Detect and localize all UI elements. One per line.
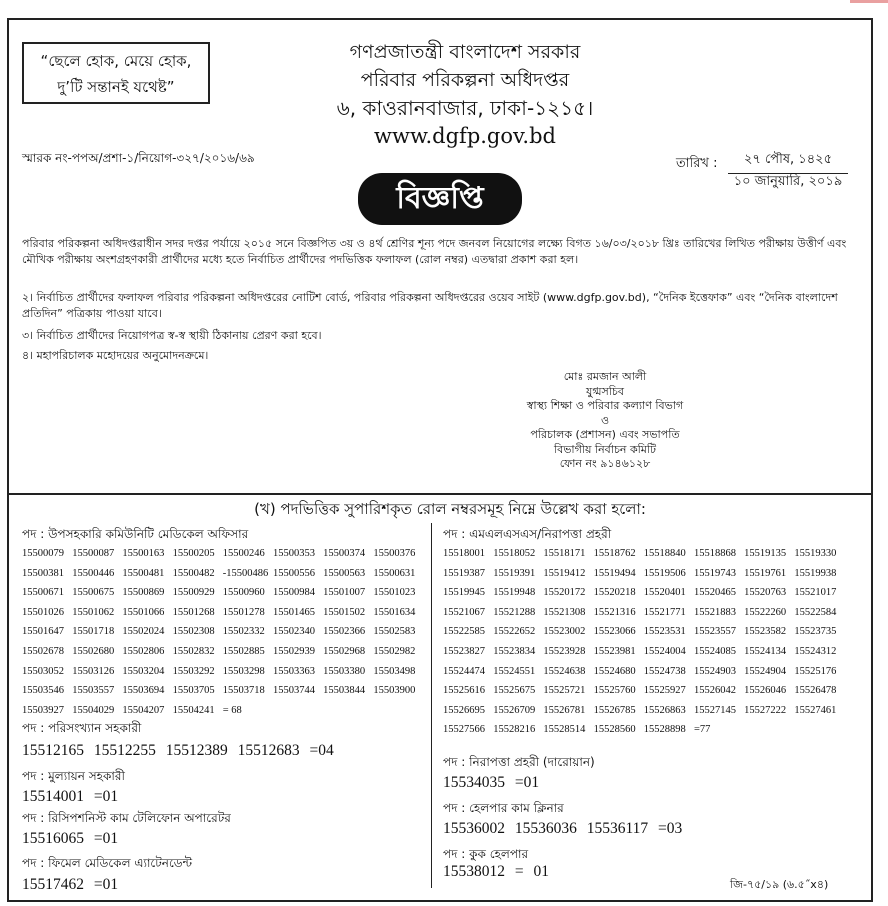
roll-number: 15519412 [543, 567, 586, 579]
roll-number: 15518868 [693, 548, 736, 559]
roll-number: 15523557 [693, 626, 736, 638]
roll-row [443, 548, 845, 568]
roll-number: 15500374 [323, 548, 366, 559]
roll-number: 15518001 [443, 548, 485, 559]
header-department: পরিবার পরিকল্পনা অধিদপ্তর [360, 69, 570, 91]
roll-number: 15501023 [373, 587, 416, 599]
roll-number: 15501465 [272, 606, 315, 618]
roll-number: 15501278 [222, 606, 265, 618]
roll-number: 15519387 [443, 567, 485, 579]
roll-number: 15500631 [373, 567, 416, 579]
roll-number: 15527566 [443, 724, 485, 736]
signatory-name: মোঃ রমজান আলী [563, 370, 647, 383]
roll-number: 15501026 [22, 606, 64, 618]
header-address: ৬, কাওরানবাজার, ঢাকা-১২১৫। [336, 96, 594, 120]
roll-number: 15500079 [22, 548, 64, 559]
right-rolls-3: 15536002 15536036 15536117 =03 [443, 820, 683, 837]
roll-row [22, 607, 424, 627]
roll-number: 15500563 [323, 567, 366, 579]
roll-number: 15501718 [72, 626, 115, 638]
roll-number: 15501007 [323, 587, 366, 599]
roll-number: 15500353 [272, 548, 315, 559]
roll-number: 15526781 [543, 704, 586, 716]
roll-number: 15524312 [794, 645, 837, 657]
left-rolls-4: 15516065 =01 [22, 830, 119, 847]
signatory-and: ও [600, 413, 610, 427]
roll-row [443, 568, 845, 588]
roll-number: 15500376 [373, 548, 416, 559]
roll-number: 15504207 [122, 704, 165, 716]
roll-number: 15500163 [122, 548, 165, 559]
roll-number: 15524551 [493, 665, 536, 677]
signatory-role: পরিচালক (প্রশাসন) এবং সভাপতি [530, 428, 680, 441]
roll-row [443, 705, 845, 725]
roll-number: 15520401 [643, 587, 686, 599]
roll-number: 15501066 [122, 606, 165, 618]
roll-number: 15519945 [443, 587, 485, 599]
roll-row [22, 548, 424, 568]
roll-number: 15501062 [72, 606, 115, 618]
roll-number: 15504241 [172, 704, 215, 716]
roll-number: 15519494 [593, 567, 636, 579]
roll-number: 15500929 [172, 587, 215, 599]
roll-number: 15519948 [493, 587, 536, 599]
roll-row [443, 626, 845, 646]
roll-number: 15501634 [373, 606, 416, 618]
roll-row [443, 724, 845, 744]
roll-number: 15523531 [643, 626, 686, 638]
roll-row [22, 666, 424, 686]
roll-number: 15528560 [593, 724, 636, 736]
roll-number: 15500556 [272, 567, 315, 579]
roll-number: 15522652 [493, 626, 536, 638]
roll-number: 15526695 [443, 704, 485, 716]
roll-number: 15522585 [443, 626, 485, 638]
slogan-line-1: “ছেলে হোক, মেয়ে হোক, [40, 52, 192, 70]
roll-number: =77 [693, 724, 711, 736]
date-english: ১০ জানুয়ারি, ২০১৯ [733, 174, 843, 189]
left-rolls-3: 15514001 =01 [22, 788, 119, 805]
roll-number: 15503705 [172, 685, 215, 697]
roll-number: 15502806 [122, 645, 165, 657]
roll-number: 15501268 [172, 606, 215, 618]
roll-number: 15523582 [744, 626, 787, 638]
roll-number: 15500482 [172, 567, 215, 579]
left-rolls-5: 15517462 =01 [22, 876, 119, 893]
roll-number: 15500087 [72, 548, 115, 559]
roll-number: 15520218 [593, 587, 636, 599]
roll-number: 15503204 [122, 665, 165, 677]
roll-number: 15524738 [643, 665, 686, 677]
roll-number: 15500869 [122, 587, 165, 599]
roll-number: 15519391 [493, 567, 536, 579]
roll-number: 15524004 [643, 645, 686, 657]
notice-title-badge: বিজ্ঞপ্তি [358, 173, 522, 225]
paragraph-2: ২। নির্বাচিত প্রার্থীদের ফলাফল পরিবার পরিকল্পনা অধিদপ্তরের নোটিশ বোর্ড, পরিবার পরিকল্পনা অধিদপ্তরের ওয়েব সাইট (www.dgfp.gov.bd), “দৈনিক ইত্তেফাক” এবং “দৈনিক বাংলাদেশ প্রতিদিন” পত্রিকায় পাওয়া যাবে। [22, 291, 838, 320]
roll-number: 15525927 [643, 685, 686, 697]
roll-row [443, 666, 845, 686]
roll-number: 15526478 [794, 685, 837, 697]
roll-number: 15503744 [272, 685, 315, 697]
roll-number: 15500246 [222, 548, 265, 559]
paragraph-4: ৪। মহাপরিচালক মহোদয়ের অনুমোদনক্রমে। [22, 349, 209, 362]
roll-number: 15522260 [744, 606, 787, 618]
roll-number: 15521017 [794, 587, 837, 599]
roll-number: 15523735 [794, 626, 837, 638]
roll-number: 15523834 [493, 645, 536, 657]
roll-number: 15502939 [272, 645, 315, 657]
roll-number: 15524904 [744, 665, 787, 677]
roll-number: 15500205 [172, 548, 215, 559]
paragraph-1: পরিবার পরিকল্পনা অধিদপ্তরাধীন সদর দপ্তর পর্যায়ে ২০১৫ সনে বিজ্ঞপিত ৩য় ও ৪র্থ শ্রেণির শূন্য পদে জনবল নিয়োগের লক্ষ্যে বিগত ১৬/০৩/২০১৮ খ্রিঃ তারিখের লিখিত পরীক্ষায় উত্তীর্ণ এবং মৌখিক পরীক্ষায় অংশগ্রহণকারী প্রার্থীদের মধ্যে হতে নির্বাচিত প্রার্থীদের পদভিত্তিক ফলাফল (রোল নম্বর) এতদ্বারা প্রকাশ করা হল। [22, 237, 847, 266]
roll-number: 15518052 [493, 548, 536, 559]
left-post-4: পদ : রিসিপশনিস্ট কাম টেলিফোন অপারেটর [22, 811, 231, 825]
roll-number: 15503718 [222, 685, 265, 697]
roll-number: 15503052 [22, 665, 64, 677]
roll-number: 15504029 [72, 704, 115, 716]
roll-number: 15502024 [122, 626, 165, 638]
roll-number: 15503292 [172, 665, 215, 677]
roll-number: 15502308 [172, 626, 215, 638]
left-rolls-2: 15512165 15512255 15512389 15512683 =04 [22, 742, 334, 759]
roll-number: 15521288 [493, 606, 536, 618]
roll-number: 15527222 [744, 704, 787, 716]
roll-number: 15519506 [643, 567, 686, 579]
signatory-committee: বিভাগীয় নির্বাচন কমিটি [553, 442, 657, 456]
left-post-2: পদ : পরিসংখ্যান সহকারী [22, 721, 142, 735]
roll-row [22, 685, 424, 705]
right-rolls-4: 15538012 = 01 [443, 863, 549, 880]
right-roll-grid [443, 548, 845, 744]
roll-row [443, 646, 845, 666]
right-post-2: পদ : নিরাপত্তা প্রহরী (দারোয়ান) [443, 755, 595, 769]
roll-number: 15524638 [543, 665, 586, 677]
left-post-5: পদ : ফিমেল মেডিকেল এ্যাটেনডেন্ট [22, 856, 193, 870]
signature-block [440, 370, 770, 472]
roll-number: 15519330 [794, 548, 837, 559]
roll-number: 15503380 [323, 665, 366, 677]
roll-number: 15524680 [593, 665, 636, 677]
roll-number: 15503927 [22, 704, 64, 716]
paragraph-3: ৩। নির্বাচিত প্রার্থীদের নিয়োগপত্র স্ব-স্ব স্থায়ী ঠিকানায় প্রেরণ করা হবে। [22, 329, 322, 342]
roll-number: 15528898 [643, 724, 686, 736]
roll-number: 15502680 [72, 645, 115, 657]
roll-number: -15500486 [222, 567, 269, 579]
right-post-1: পদ : এমএলএসএস/নিরাপত্তা প্রহরী [443, 527, 612, 541]
roll-number: 15518762 [593, 548, 636, 559]
roll-number: 15523066 [593, 626, 636, 638]
roll-number: 15527461 [794, 704, 837, 716]
roll-number: 15518171 [543, 548, 586, 559]
roll-row [443, 685, 845, 705]
roll-number: 15519761 [744, 567, 787, 579]
roll-number: = 68 [222, 704, 242, 716]
signatory-phone: ফোন নং ৯১৪৬১২৮ [559, 457, 651, 470]
section-divider [7, 493, 873, 495]
roll-number: 15528216 [493, 724, 536, 736]
date-bangla: ২৭ পৌষ, ১৪২৫ [728, 150, 848, 174]
left-roll-grid [22, 548, 424, 724]
roll-number: 15522584 [794, 606, 837, 618]
slogan-line-2: দু’টি সন্তানই যথেষ্ট” [57, 78, 175, 96]
roll-number: 15524134 [744, 645, 787, 657]
roll-number: 15524474 [443, 665, 485, 677]
roll-number: 15528514 [543, 724, 586, 736]
roll-row [22, 568, 424, 588]
roll-row [22, 646, 424, 666]
roll-number: 15521771 [643, 606, 686, 618]
roll-row [443, 587, 845, 607]
roll-row [22, 587, 424, 607]
roll-number: 15524903 [693, 665, 736, 677]
roll-number: 15501647 [22, 626, 64, 638]
roll-number: 15525616 [443, 685, 485, 697]
roll-number: 15500671 [22, 587, 64, 599]
roll-number: 15523981 [593, 645, 636, 657]
roll-number: 15503363 [272, 665, 315, 677]
date-label: তারিখ : [676, 156, 718, 171]
roll-number: 15500984 [272, 587, 315, 599]
roll-number: 15520763 [744, 587, 787, 599]
roll-number: 15502885 [222, 645, 265, 657]
roll-number: 15500481 [122, 567, 165, 579]
signatory-division: স্বাস্থ্য শিক্ষা ও পরিবার কল্যাণ বিভাগ [526, 399, 684, 412]
roll-number: 15500675 [72, 587, 115, 599]
slogan-box [22, 42, 210, 104]
roll-number: 15521883 [693, 606, 736, 618]
roll-number: 15521316 [593, 606, 636, 618]
roll-number: 15503126 [72, 665, 115, 677]
roll-number: 15525721 [543, 685, 586, 697]
roll-number: 15526046 [744, 685, 787, 697]
left-post-3: পদ : মুল্যায়ন সহকারী [22, 769, 125, 783]
roll-number: 15500960 [222, 587, 265, 599]
roll-number: 15526709 [493, 704, 536, 716]
roll-number: 15502332 [222, 626, 265, 638]
roll-number: 15500381 [22, 567, 64, 579]
roll-number: 15502982 [373, 645, 416, 657]
roll-number: 15527145 [693, 704, 736, 716]
roll-number: 15502366 [323, 626, 366, 638]
right-post-3: পদ : হেলপার কাম ক্লিনার [443, 801, 564, 815]
roll-number: 15523827 [443, 645, 485, 657]
roll-number: 15526785 [593, 704, 636, 716]
roll-number: 15523002 [543, 626, 586, 638]
memo-number: স্মারক নং-পপঅ/প্রশা-১/নিয়োগ-৩২৭/২০১৬/৬৯ [22, 151, 255, 165]
roll-number: 15519938 [794, 567, 837, 579]
roll-number: 15502678 [22, 645, 64, 657]
footer-code: জি-৭৫/১৯ (৬.৫˝x৪) [730, 878, 829, 891]
header-website: www.dgfp.gov.bd [374, 124, 556, 148]
roll-number: 15520465 [693, 587, 736, 599]
roll-number: 15503498 [373, 665, 416, 677]
right-rolls-2: 15534035 =01 [443, 774, 540, 791]
roll-number: 15518840 [643, 548, 686, 559]
signatory-title: যুগ্মসচিব [586, 384, 624, 398]
roll-number: 15503694 [122, 685, 165, 697]
roll-number: 15502832 [172, 645, 215, 657]
roll-number: 15524085 [693, 645, 736, 657]
roll-number: 15503546 [22, 685, 64, 697]
column-divider [431, 523, 432, 888]
roll-number: 15502968 [323, 645, 366, 657]
roll-number: 15526863 [643, 704, 686, 716]
roll-number: 15502583 [373, 626, 416, 638]
header-government: গণপ্রজাতন্ত্রী বাংলাদেশ সরকার [349, 41, 581, 63]
roll-number: 15500446 [72, 567, 115, 579]
roll-number: 15525176 [794, 665, 837, 677]
roll-number: 15523928 [543, 645, 586, 657]
roll-number: 15501502 [323, 606, 366, 618]
roll-number: 15502340 [272, 626, 315, 638]
roll-number: 15503844 [323, 685, 366, 697]
top-edge-mark [850, 0, 888, 3]
roll-number: 15503557 [72, 685, 115, 697]
roll-number: 15525760 [593, 685, 636, 697]
roll-number: 15525675 [493, 685, 536, 697]
roll-number: 15521308 [543, 606, 586, 618]
roll-row [443, 607, 845, 627]
right-post-4: পদ : কুক হেলপার [443, 847, 529, 861]
roll-number: 15520172 [543, 587, 586, 599]
roll-number: 15519135 [744, 548, 787, 559]
roll-number: 15519743 [693, 567, 736, 579]
roll-row [22, 626, 424, 646]
section-title: (খ) পদভিত্তিক সুপারিশকৃত রোল নম্বরসমূহ নিম্নে উল্লেখ করা হলো: [254, 500, 646, 518]
roll-number: 15521067 [443, 606, 485, 618]
roll-number: 15526042 [693, 685, 736, 697]
roll-number: 15503298 [222, 665, 265, 677]
roll-number: 15503900 [373, 685, 416, 697]
left-post-1: পদ : উপসহকারি কমিউনিটি মেডিকেল অফিসার [22, 527, 249, 541]
